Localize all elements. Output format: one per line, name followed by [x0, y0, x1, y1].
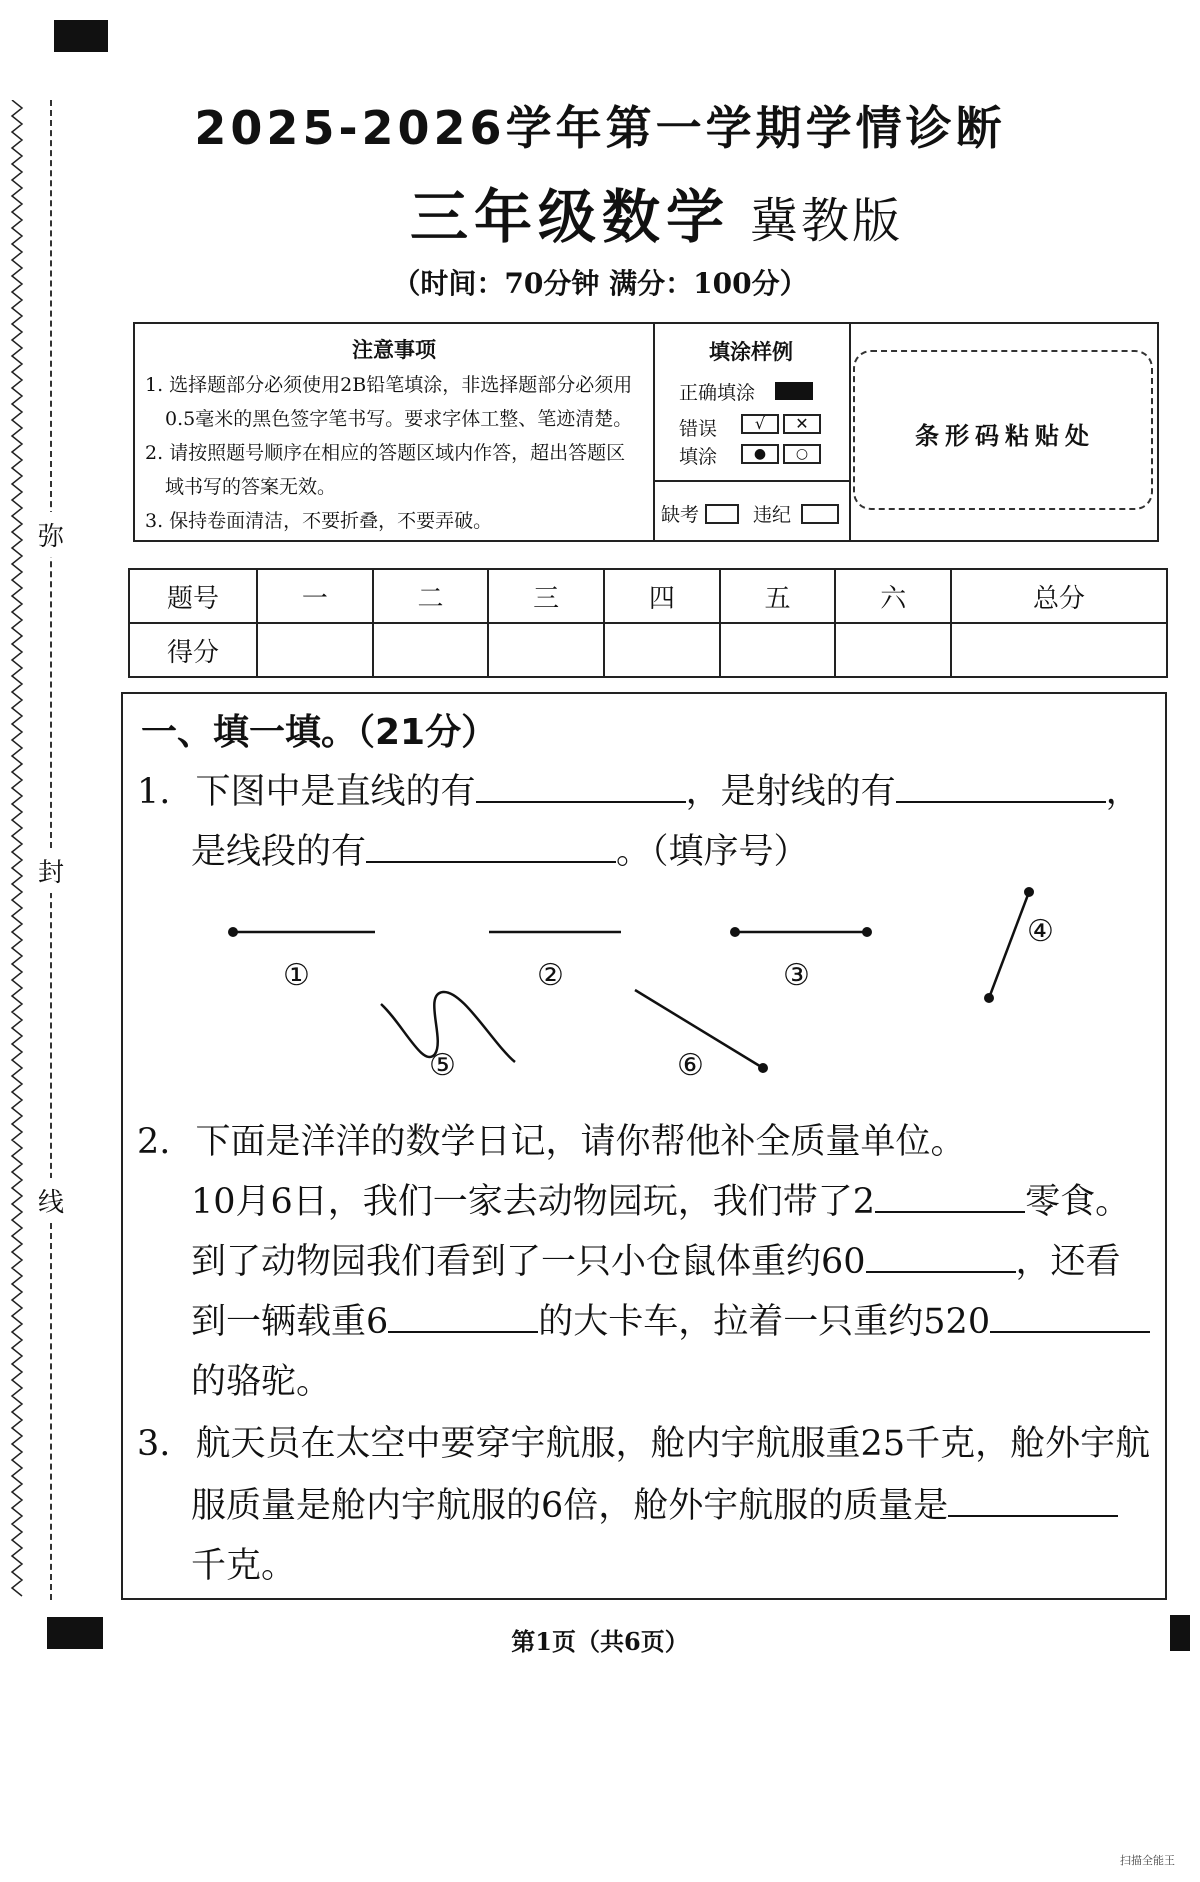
- page-footer: 第1页（共6页）: [511, 1627, 689, 1656]
- score-cell[interactable]: [720, 623, 836, 677]
- q2-blank-truck[interactable]: [388, 1297, 538, 1333]
- q2-line2: [191, 1174, 1130, 1224]
- figure-label-4: ④: [1027, 914, 1054, 949]
- q2-blank-camel[interactable]: [990, 1297, 1150, 1333]
- q1-figures: [123, 854, 1163, 1074]
- q3-text-3: 千克。: [191, 1546, 297, 1586]
- absent-box[interactable]: [705, 504, 739, 524]
- q2-text-2a: 10月6日，我们一家去动物园玩，我们带了2: [191, 1182, 876, 1222]
- question-section: [121, 692, 1167, 1600]
- binding-char-2: 封: [38, 848, 64, 893]
- q2-text-3a: 到了动物园我们看到了一只小仓鼠体重约60: [191, 1242, 866, 1282]
- violation-box[interactable]: [801, 504, 839, 524]
- correct-fill-mark: [775, 382, 813, 400]
- figure-1-ray: [228, 927, 375, 937]
- notice-line: 3. 保持卷面清洁，不要折叠，不要弄破。: [145, 510, 493, 532]
- q1-text-b: ，是射线的有: [685, 772, 896, 812]
- fill-example-section: [653, 324, 851, 540]
- exam-title: 2025-2026学年第一学期学情诊断: [194, 101, 1006, 155]
- figure-3-segment: [730, 927, 872, 937]
- table-header-cell: 四: [604, 569, 720, 623]
- wrong-mark-check: [741, 414, 779, 434]
- q2-line5: [191, 1354, 331, 1404]
- binding-char-3: 线: [38, 1178, 64, 1223]
- q1-text-a: 下图中是直线的有: [195, 772, 476, 812]
- registration-mark-top-left: [54, 20, 108, 52]
- cross-icon: ✕: [795, 414, 809, 433]
- notice-line: 域书写的答案无效。: [165, 476, 337, 498]
- q3-text-2: 服质量是舱内宇航服的6倍，舱外宇航服的质量是: [191, 1486, 949, 1526]
- q2-number: 2.: [137, 1122, 171, 1162]
- dot-icon: ●: [753, 446, 767, 462]
- section-title: 一、填一填。（21分）: [141, 712, 498, 753]
- table-header-cell: 三: [488, 569, 604, 623]
- q3-text-1: 航天员在太空中要穿宇航服，舱内宇航服重25千克，舱外宇航: [195, 1424, 1151, 1464]
- fill-example-title: 填涂样例: [709, 340, 793, 364]
- barcode-area: [853, 350, 1153, 510]
- notice-title: 注意事项: [352, 338, 436, 362]
- table-header-cell: 五: [720, 569, 836, 623]
- table-header-cell: 总分: [951, 569, 1167, 623]
- notice-line: 2. 请按照题号顺序在相应的答题区域内作答，超出答题区: [145, 442, 626, 464]
- q1-text-c: ，: [1105, 772, 1141, 812]
- scanner-stamp: 扫描全能王: [1120, 1854, 1175, 1867]
- q1-text-e: 。（填序号）: [616, 832, 809, 872]
- q2-text-4b: 的大卡车，拉着一只重约520: [538, 1302, 991, 1342]
- q3-blank-weight[interactable]: [948, 1481, 1118, 1517]
- q2-text-2b: 零食。: [1025, 1182, 1131, 1222]
- binding-zigzag: [8, 100, 28, 1605]
- notice-line: 1. 选择题部分必须使用2B铅笔填涂，非选择题部分必须用: [145, 374, 633, 396]
- score-cell[interactable]: [488, 623, 604, 677]
- q3-line1: [137, 1416, 1150, 1466]
- wrong-mark-cross: [783, 414, 821, 434]
- q3-line3: [191, 1538, 296, 1588]
- q2-intro: 下面是洋洋的数学日记，请你帮他补全质量单位。: [195, 1122, 966, 1162]
- table-header-cell: 二: [373, 569, 489, 623]
- wrong-mark-dot: [741, 444, 779, 464]
- wrong-fill-label-1: 错误: [679, 418, 718, 440]
- q1-blank-ray[interactable]: [896, 767, 1106, 803]
- q2-line4: [191, 1294, 1150, 1344]
- violation-label: 违纪: [753, 504, 792, 526]
- fill-separator: [653, 480, 849, 482]
- table-header-cell: 题号: [129, 569, 257, 623]
- q2-blank-snack[interactable]: [875, 1177, 1025, 1213]
- figure-label-5: ⑤: [429, 1048, 456, 1083]
- q2-text-3b: ，还看: [1015, 1242, 1121, 1282]
- q2-blank-hamster[interactable]: [866, 1237, 1016, 1273]
- absent-label: 缺考: [661, 504, 700, 526]
- figure-label-2: ②: [537, 958, 564, 993]
- wrong-mark-circle: [783, 444, 821, 464]
- score-cell[interactable]: [373, 623, 489, 677]
- check-icon: √: [754, 414, 766, 433]
- q3-line2: [191, 1478, 1118, 1528]
- circle-icon: ○: [795, 446, 809, 462]
- q3-number: 3.: [137, 1424, 171, 1464]
- q2-line3: [191, 1234, 1121, 1284]
- binding-char-1: 弥: [38, 512, 64, 557]
- table-header-cell: 六: [835, 569, 951, 623]
- table-row: [129, 569, 1167, 623]
- score-cell[interactable]: [951, 623, 1167, 677]
- q1-number: 1.: [137, 772, 171, 812]
- edition-label: 冀教版: [750, 193, 904, 249]
- barcode-label: 条形码粘贴处: [915, 422, 1095, 450]
- q1-line1: [137, 764, 1141, 814]
- q2-text-4a: 到一辆载重6: [191, 1302, 389, 1342]
- time-info: （时间：70分钟 满分：100分）: [392, 267, 808, 300]
- q2-line1: [137, 1114, 966, 1164]
- notice-section: [135, 324, 655, 540]
- wrong-fill-label-2: 填涂: [679, 446, 718, 468]
- table-row: [129, 623, 1167, 677]
- score-cell[interactable]: [835, 623, 951, 677]
- notice-line: 0.5毫米的黑色签字笔书写。要求字体工整、笔迹清楚。: [165, 408, 633, 430]
- table-cell: 得分: [129, 623, 257, 677]
- figure-label-6: ⑥: [677, 1048, 704, 1083]
- q2-text-5: 的骆驼。: [191, 1362, 332, 1402]
- correct-fill-label: 正确填涂: [679, 382, 756, 404]
- notice-box: [133, 322, 1159, 542]
- q1-blank-line[interactable]: [476, 767, 686, 803]
- table-header-cell: 一: [257, 569, 373, 623]
- figure-label-1: ①: [283, 958, 310, 993]
- subject-title: 三年级数学: [410, 183, 731, 251]
- q1-text-d: 是线段的有: [191, 832, 367, 872]
- score-cell[interactable]: [257, 623, 373, 677]
- figure-label-3: ③: [783, 958, 810, 993]
- score-cell[interactable]: [604, 623, 720, 677]
- score-table: [128, 568, 1168, 678]
